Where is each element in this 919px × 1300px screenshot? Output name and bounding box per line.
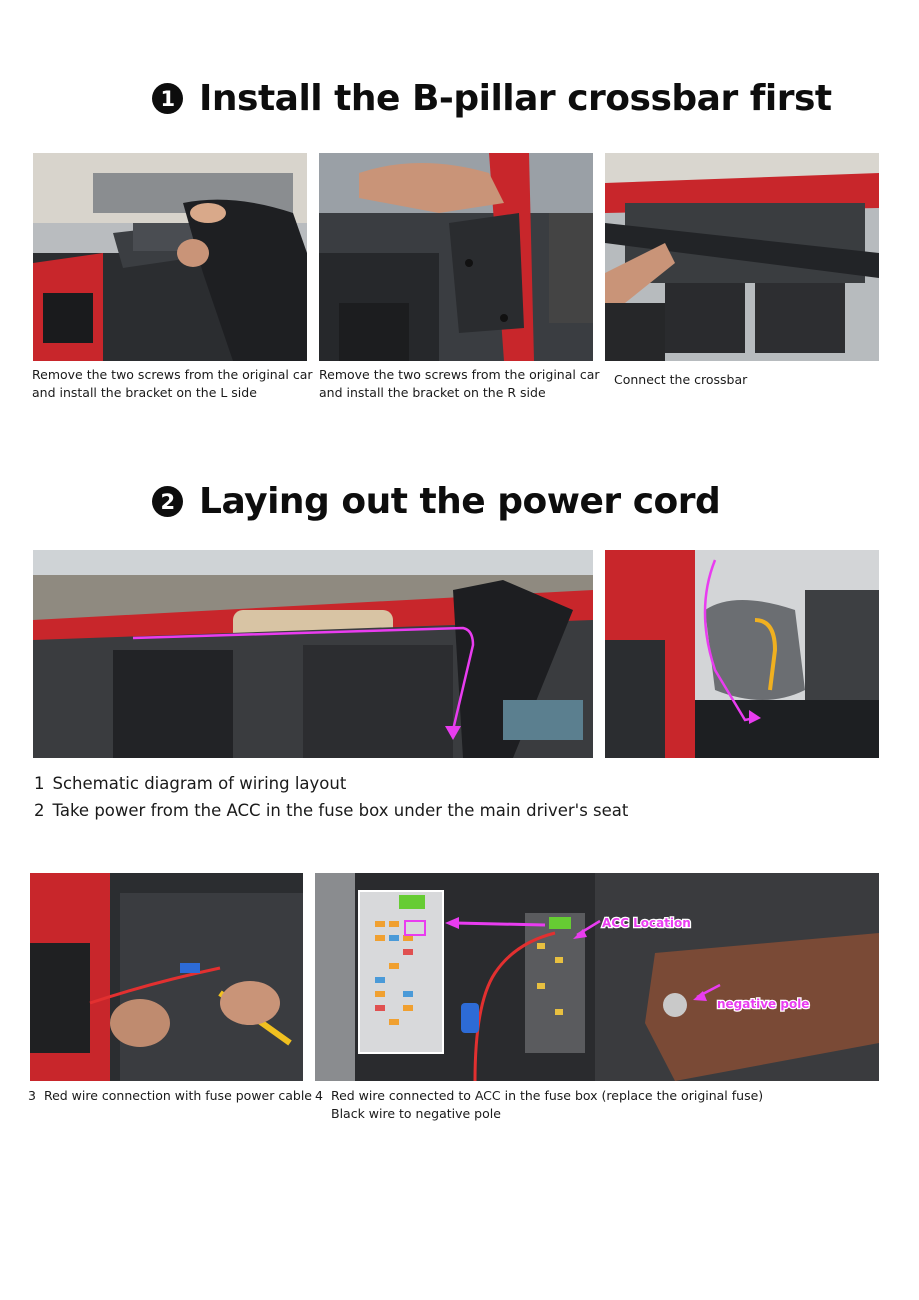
section-1-heading bbox=[152, 78, 832, 119]
photo-install-bracket-right bbox=[319, 153, 593, 361]
note-item: 2 Take power from the ACC in the fuse box under the main driver's seat bbox=[34, 801, 629, 820]
section-2-title: Laying out the power cord bbox=[199, 481, 721, 522]
photo-acc-fuse-box bbox=[315, 873, 879, 1081]
section-1-number-badge: 1 bbox=[152, 83, 183, 114]
section-2-number-badge: 2 bbox=[152, 486, 183, 517]
caption-step-3: 3 Red wire connection with fuse power cable bbox=[28, 1088, 312, 1103]
photo-red-wire-connection bbox=[30, 873, 303, 1081]
photo-install-bracket-left bbox=[33, 153, 307, 361]
note-list bbox=[34, 770, 628, 824]
section-1-title: Install the B-pillar crossbar first bbox=[199, 78, 832, 119]
section-2-heading bbox=[152, 481, 720, 522]
caption-step-connect-crossbar: Connect the crossbar bbox=[614, 372, 748, 387]
caption-step-left-bracket: Remove the two screws from the original car and install the bracket on the L side bbox=[32, 367, 313, 400]
caption-step-4: 4 Red wire connected to ACC in the fuse box (replace the original fuse) Black wire to negative pole bbox=[315, 1088, 764, 1121]
acc-location-label: ACC Location bbox=[602, 916, 691, 930]
negative-pole-label: negative pole bbox=[717, 997, 810, 1011]
caption-step-right-bracket: Remove the two screws from the original car and install the bracket on the R side bbox=[319, 367, 600, 400]
photo-wiring-layout bbox=[33, 550, 593, 758]
photo-fuse-route-under-seat bbox=[605, 550, 879, 758]
note-item: 1 Schematic diagram of wiring layout bbox=[34, 774, 347, 793]
photo-connect-crossbar bbox=[605, 153, 879, 361]
